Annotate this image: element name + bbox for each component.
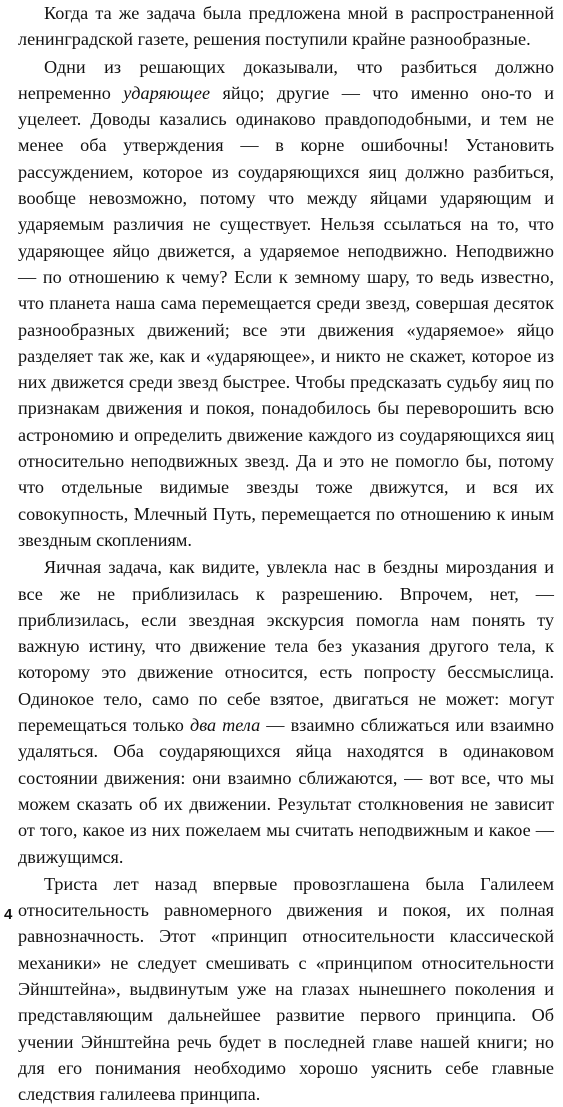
italic-text: два тела bbox=[190, 715, 261, 736]
text-run: Когда та же задача была предложена мной в распространенной ленинградской газете, решения поступили крайне разнообразные. bbox=[18, 3, 554, 50]
paragraph bbox=[18, 0, 554, 53]
paragraph bbox=[18, 871, 554, 1107]
paragraph bbox=[18, 554, 554, 870]
text-run: Одни из решающих доказывали, что разбиться должно непременно bbox=[18, 56, 554, 103]
paragraph bbox=[18, 54, 554, 554]
text-run: яйцо; другие — что именно оно-то и уцелеет. Доводы казались одинаково правдоподобными, и тем не менее оба утверждения — в корне ошибочны! Установить рассуждением, которое из соударяющихся яиц должно разбиться, вообще невозможно, потому что между яйцами ударяющим и ударяемым различия не существует. Нельзя ссылаться на то, что ударяющее яйцо движется, а ударяемое неподвижно. Неподвижно — по отношению к чему? Если к земному шару, то ведь известно, что планета наша сама перемещается среди звезд, совершая десяток разнообразных движений; все эти движения «ударяемое» яйцо разделяет так же, как и «ударяющее», и никто не скажет, которое из них движется среди звезд быстрее. Чтобы предсказать судьбу яиц по признакам движения и покоя, понадобилось бы переворошить всю астрономию и определить движение каждого из соударяющихся яиц относительно неподвижных звезд. Да и это не помогло бы, потому что отдельные видимые звезды тоже движутся, и вся их совокупность, Млечный Путь, перемещается по отношению к иным звездным скоплениям. bbox=[18, 82, 554, 550]
text-run: Триста лет назад впервые провозглашена была Галилеем относительность равномерного движения и покоя, их полная равнозначность. Этот «принцип относительности классической механики» не следует смешивать с «принципом относительности Эйнштейна», выдвинутым уже на глазах нынешнего поколения и представляющим дальнейшее развитие первого принципа. Об учении Эйнштейна речь будет в последней главе нашей книги; но для его понимания необходимо хорошо уяснить себе главные следствия галилеева принципа. bbox=[18, 873, 554, 1105]
text-run: Яичная задача, как видите, увлекла нас в бездны мироздания и все же не приблизилась к разрешению. Впрочем, нет, — приблизилась, если звездная экскурсия помогла нам понять ту важную истину, что движение тела без указания другого тела, к которому это движение относится, есть попросту бессмыслица. Одинокое тело, само по себе взятое, двигаться не может: могут перемещаться только bbox=[18, 557, 554, 736]
page-number: 4 bbox=[4, 906, 13, 923]
text-run: — взаимно сближаться или взаимно удаляться. Оба соударяющихся яйца находятся в одинаковом состоянии движения: они взаимно сближаются, — вот все, что мы можем сказать об их движении. Результат столкновения не зависит от того, какое из них пожелаем мы считать неподвижным и какое — движущимся. bbox=[18, 715, 554, 867]
italic-text: ударяющее bbox=[123, 82, 211, 103]
body-text bbox=[18, 0, 554, 1107]
